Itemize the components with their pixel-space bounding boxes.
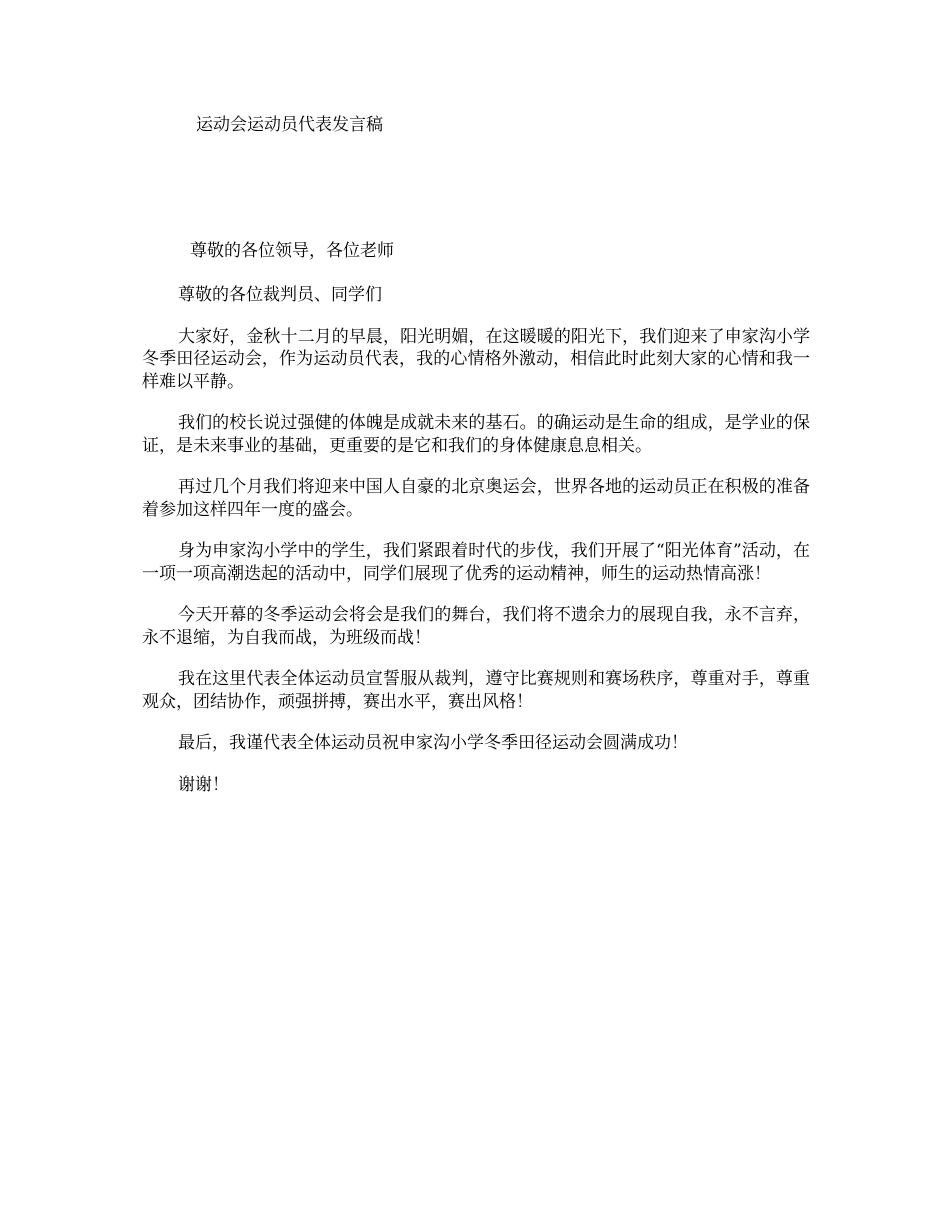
paragraph-stage: 今天开幕的冬季运动会将会是我们的舞台，我们将不遗余力的展现自我，永不言弃，永不退缩，为自我而战，为班级而战！: [142, 605, 810, 648]
salutation-line: 尊敬的各位领导，各位老师: [190, 241, 394, 261]
paragraph-greeting: 大家好，金秋十二月的早晨，阳光明媚，在这暖暖的阳光下，我们迎来了申家沟小学冬季田径运动会，作为运动员代表，我的心情格外激动，相信此时此刻大家的心情和我一样难以平静。: [142, 326, 810, 392]
paragraph-thanks: 谢谢！: [178, 774, 229, 795]
speech-body: [142, 284, 810, 815]
paragraph-closing-wish: 最后，我谨代表全体运动员祝申家沟小学冬季田径运动会圆满成功！: [178, 733, 688, 753]
paragraph-referees: 尊敬的各位裁判员、同学们: [178, 285, 382, 305]
paragraph-olympics: 再过几个月我们将迎来中国人自豪的北京奥运会，世界各地的运动员正在积极的准备着参加这样四年一度的盛会。: [142, 477, 810, 520]
paragraph-principal: 我们的校长说过强健的体魄是成就未来的基石。的确运动是生命的组成，是学业的保证，是未来事业的基础，更重要的是它和我们的身体健康息息相关。: [142, 413, 810, 456]
paragraph-oath: 我在这里代表全体运动员宣誓服从裁判，遵守比赛规则和赛场秩序，尊重对手，尊重观众，团结协作，顽强拼搏，赛出水平，赛出风格！: [142, 669, 810, 712]
paragraph-sunshine-sports: 身为申家沟小学中的学生，我们紧跟着时代的步伐，我们开展了“阳光体育”活动，在一项一项高潮迭起的活动中，同学们展现了优秀的运动精神，师生的运动热情高涨！: [142, 541, 810, 584]
document-title: 运动会运动员代表发言稿: [196, 115, 383, 135]
